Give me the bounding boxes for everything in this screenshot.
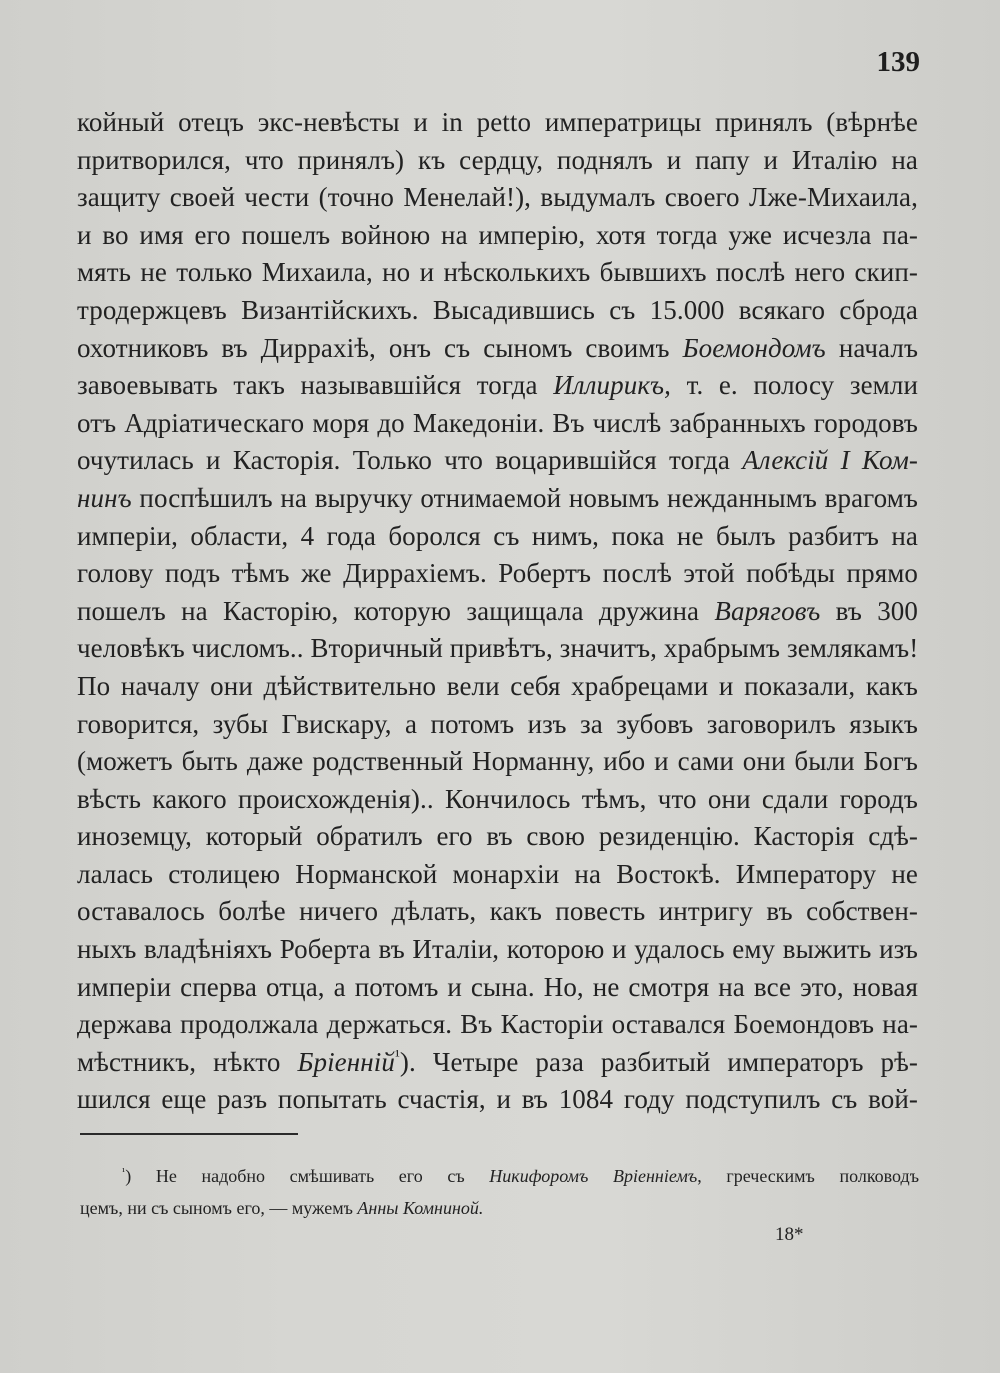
- body-line: [77, 931, 918, 969]
- main-text: [77, 104, 918, 1119]
- body-line: [77, 1006, 918, 1044]
- body-line: [77, 818, 918, 856]
- italic-text: Никифоромъ Вріенніемъ: [489, 1166, 698, 1186]
- text-run: очутилась и Касторія. Только что воцарившійся тогда: [77, 445, 743, 476]
- text-run: охотниковъ въ Диррахіѣ, онъ съ сыномъ своимъ: [77, 332, 683, 363]
- text-run: иноземцу, который обратилъ его въ свою резиденцію. Касторія сдѣ-: [77, 821, 918, 852]
- text-run: мѣстникъ, нѣкто: [77, 1046, 298, 1077]
- text-run: имперіи, области, 4 года боролся съ нимъ, пока не былъ разбитъ на: [77, 520, 918, 551]
- italic-text: Варяговъ: [714, 595, 821, 626]
- body-line: [77, 893, 918, 931]
- text-run: завоевывать такъ называвшійся тогда: [77, 370, 554, 401]
- italic-text: нинъ: [77, 482, 132, 513]
- body-line: [77, 405, 918, 443]
- body-line: [77, 254, 918, 292]
- body-line: [77, 593, 918, 631]
- italic-text: Алексій I Ком-: [742, 445, 918, 476]
- page-number: 139: [876, 46, 920, 78]
- text-run: ). Четыре раза разбитый императоръ рѣ-: [399, 1046, 919, 1077]
- text-run: ) Не надобно смѣшивать его съ: [125, 1166, 490, 1186]
- footnotes: [80, 1160, 919, 1224]
- body-line: [77, 292, 918, 330]
- signature-mark: 18*: [775, 1224, 804, 1245]
- text-run: шился еще разъ попытать счастія, и въ 1084 году подступилъ съ вой-: [77, 1084, 918, 1115]
- body-line: [77, 442, 918, 480]
- text-run: притворился, что принялъ) къ сердцу, поднялъ и папу и Италію на: [77, 144, 918, 175]
- body-line: [77, 367, 918, 405]
- footnote-line: [80, 1160, 919, 1192]
- text-run: защиту своей чести (точно Менелай!), выдумалъ своего Лже-Михаила,: [77, 182, 918, 213]
- body-line: [77, 142, 918, 180]
- body-line: [77, 480, 918, 518]
- footnote-rule: [80, 1133, 298, 1135]
- text-run: лалась столицею Норманской монархіи на Востокѣ. Императору не: [77, 858, 918, 889]
- body-line: [77, 781, 918, 819]
- text-run: и во имя его пошелъ войною на имперію, хотя тогда уже исчезла па-: [77, 219, 918, 250]
- body-line: [77, 330, 918, 368]
- text-run: пошелъ на Касторію, которую защищала дружина: [77, 595, 715, 626]
- body-line: [77, 706, 918, 744]
- body-line: [77, 668, 918, 706]
- text-run: мять не только Михаила, но и нѣсколькихъ бывшихъ послѣ него скип-: [77, 257, 918, 288]
- body-line: [77, 1044, 918, 1082]
- body-line: [77, 969, 918, 1007]
- body-line: [77, 179, 918, 217]
- text-run: вѣсть какого происхожденія).. Кончилось тѣмъ, что они сдали городъ: [77, 783, 918, 814]
- italic-text: Боемондомъ: [682, 332, 826, 363]
- footnote-marker: ¹: [122, 1166, 126, 1178]
- text-run: оставалось болѣе ничего дѣлать, какъ повесть интригу въ собствен-: [77, 896, 918, 927]
- text-run: цемъ, ни съ сыномъ его, — мужемъ: [80, 1198, 358, 1218]
- text-run: поспѣшилъ на выручку отнимаемой новымъ нежданнымъ врагомъ: [131, 482, 918, 513]
- italic-text: Анны Комниной.: [357, 1198, 484, 1218]
- text-run: койный отецъ экс-невѣсты и in petto императрицы принялъ (вѣрнѣе: [77, 107, 918, 137]
- text-run: отъ Адріатическаго моря до Македоніи. Въ числѣ забранныхъ городовъ: [77, 407, 918, 438]
- text-run: въ 300: [820, 595, 918, 626]
- text-run: держава продолжала держаться. Въ Касторіи оставался Боемондовъ на-: [77, 1009, 918, 1040]
- text-run: говорится, зубы Гвискару, а потомъ изъ за зубовъ заговорилъ языкъ: [77, 708, 918, 739]
- italic-text: Иллирикъ,: [553, 370, 672, 401]
- footnote-marker: ¹: [394, 1046, 400, 1065]
- body-line: [77, 555, 918, 593]
- body-line: [77, 856, 918, 894]
- text-run: тродержцевъ Византійскихъ. Высадившись съ 15.000 всякаго сброда: [77, 294, 918, 325]
- body-line: [77, 630, 918, 668]
- footnote-line: [80, 1192, 919, 1224]
- text-run: голову подъ тѣмъ же Диррахіемъ. Робертъ послѣ этой побѣды прямо: [77, 558, 918, 589]
- text-run: началъ: [825, 332, 919, 363]
- text-run: По началу они дѣйствительно вели себя храбрецами и показали, какъ: [77, 670, 918, 701]
- italic-text: Бріенній: [297, 1046, 395, 1077]
- text-run: имперіи сперва отца, а потомъ и сына. Но, не смотря на все это, новая: [77, 971, 918, 1002]
- body-line: [77, 743, 918, 781]
- text-run: т. е. полосу земли: [671, 370, 918, 401]
- body-line: [77, 104, 918, 142]
- body-line: [77, 1081, 918, 1119]
- text-run: ныхъ владѣніяхъ Роберта въ Италіи, которою и удалось ему выжить изъ: [77, 934, 918, 965]
- body-line: [77, 518, 918, 556]
- text-run: (можетъ быть даже родственный Норманну, ибо и сами они были Богъ: [77, 746, 918, 777]
- body-line: [77, 217, 918, 255]
- text-run: человѣкъ числомъ.. Вторичный привѣтъ, значитъ, храбрымъ землякамъ!: [77, 633, 919, 664]
- text-run: , греческимъ полководъ: [697, 1166, 919, 1186]
